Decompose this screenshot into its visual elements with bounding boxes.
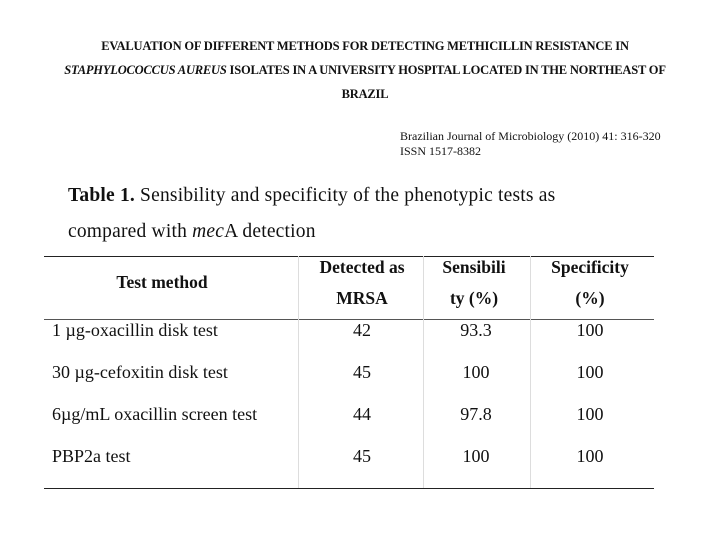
column-divider [298, 256, 299, 488]
table-cell-detected: 42 [353, 320, 371, 340]
paper-title-line2 [0, 63, 720, 78]
table-cell-sensibility: 100 [462, 446, 490, 466]
table-cell-sensibility: 97.8 [460, 404, 492, 424]
header-specificity-2: (%) [575, 288, 605, 308]
table-bottom-rule [44, 488, 654, 489]
table-cell-detected: 45 [353, 446, 371, 466]
table-cell-specificity: 100 [576, 446, 604, 466]
header-sensibility-2: ty (%) [449, 288, 499, 308]
species-name: STAPHYLOCOCCUS AUREUS [64, 63, 227, 77]
column-divider [423, 256, 424, 488]
table-cell-sensibility: 93.3 [460, 320, 492, 340]
table-caption [68, 185, 555, 207]
table-cell-specificity: 100 [576, 362, 604, 382]
table-cell-detected: 45 [353, 362, 371, 382]
header-detected-2: MRSA [336, 288, 388, 308]
paper-title-line3: BRAZIL [341, 87, 389, 101]
table-cell-method: PBP2a test [52, 446, 131, 466]
header-specificity: Specificity [551, 257, 629, 277]
table-cell-method: 30 µg-cefoxitin disk test [52, 362, 228, 382]
journal-citation: Brazilian Journal of Microbiology (2010) 41: 316-320 [400, 129, 661, 143]
table-cell-method: 1 µg-oxacillin disk test [52, 320, 218, 340]
caption-post: A detection [224, 221, 316, 242]
table-cell-specificity: 100 [576, 320, 604, 340]
caption-label: Table 1. [68, 185, 135, 206]
caption-pre: compared with [68, 221, 193, 242]
column-divider [530, 256, 531, 488]
header-sensibility: Sensibili [442, 257, 506, 277]
title-line2-rest: ISOLATES IN A UNIVERSITY HOSPITAL LOCATED IN THE NORTHEAST OF [226, 63, 666, 77]
header-test-method: Test method [116, 272, 208, 292]
table-caption-line2 [68, 221, 316, 243]
issn: ISSN 1517-8382 [400, 144, 482, 158]
caption-gene: mec [192, 221, 225, 242]
table-cell-specificity: 100 [576, 404, 604, 424]
header-detected: Detected as [319, 257, 405, 277]
table-cell-sensibility: 100 [462, 362, 490, 382]
table-cell-detected: 44 [353, 404, 371, 424]
caption-text: Sensibility and specificity of the phenotypic tests as [134, 185, 556, 206]
table-cell-method: 6µg/mL oxacillin screen test [52, 404, 258, 424]
paper-title-line1: EVALUATION OF DIFFERENT METHODS FOR DETECTING METHICILLIN RESISTANCE IN [101, 39, 629, 53]
